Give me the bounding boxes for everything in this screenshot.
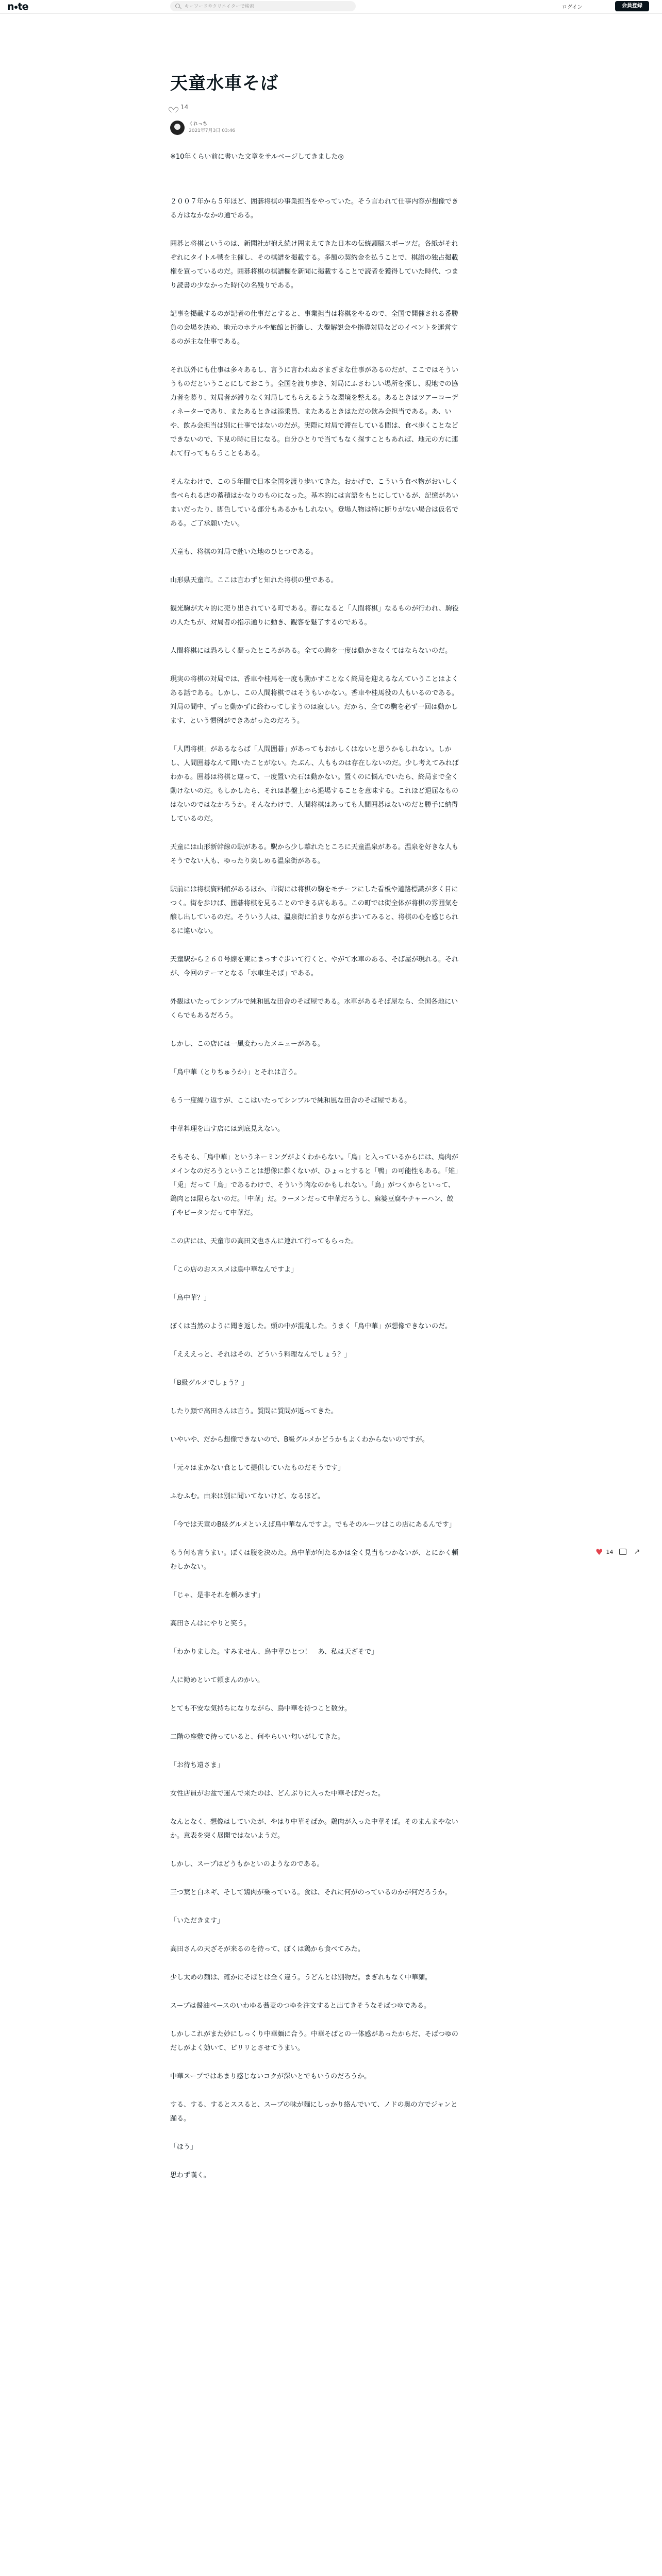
- article-paragraph: 人間将棋には恐ろしく凝ったところがある。全ての駒を一度は動かさなくてはならないのだ。: [170, 647, 452, 655]
- article-paragraph: 外観はいたってシンプルで純和風な田舎のそば屋である。水車があるそば屋なら、全国各地にいくらでもあるだろう。: [170, 998, 458, 1020]
- article-paragraph: 中華料理を出す店には到底見えない。: [170, 1125, 285, 1133]
- article-paragraph: この店には、天童市の高田文也さんに連れて行ってもらった。: [170, 1238, 358, 1245]
- article-paragraph: しかし、この店には一風変わったメニューがある。: [170, 1040, 324, 1048]
- article-paragraph: ２００７年から５年ほど、囲碁将棋の事業担当をやっていた。そう言われて仕事内容が想像できる方はなかなかの通である。: [170, 198, 459, 219]
- article-paragraph: 「わかりました。すみません、鳥中華ひとつ！ あ、私は天ざそで」: [170, 1648, 378, 1656]
- article-paragraph: 女性店員がお盆で運んで来たのは、どんぶりに入った中華そばだった。: [170, 1790, 385, 1798]
- search-box[interactable]: [170, 1, 356, 11]
- article-paragraph: 「今では天童のB級グルメといえば鳥中華なんですよ。でもそのルーツはこの店にあるんです」: [170, 1521, 456, 1529]
- floating-actions: [595, 1547, 640, 1557]
- article-paragraph: ふむふむ。由来は別に聞いてないけど、なるほど。: [170, 1493, 325, 1500]
- article-paragraph: 中華スープではあまり感じないコクが深いとでもいうのだろうか。: [170, 2073, 371, 2080]
- article-body: [170, 195, 459, 2182]
- article-paragraph: 少し太めの麺は、確かにそばとは全く違う。うどんとは別物だ。まぎれもなく中華麺。: [170, 1974, 432, 1981]
- article-paragraph: それ以外にも仕事は多々あるし、言うに言われぬさまざまな仕事があるのだが、ここではそういうものだということにしておこう。全国を渡り歩き、対局にふさわしい場所を探し、現地での協力者を募り、対局者が滞りなく対局してもらえるような環境を整える。あるときはツアーコーディネーターであり、またあるときは添乗員、またあるときはただの飲み会担当である。あ、いや、飲み会担当は別に仕事ではないのだが。実際に対局で滞在している間は、食べ歩くことなどできないので、下見の時に目になる。自分ひとりで当てもなく探すこともあれば、地元の方に連れて行ってもらうこともある。: [170, 366, 459, 457]
- article-paragraph: 山形県天童市。ここは言わずと知れた将棋の里である。: [170, 577, 338, 584]
- article-paragraph: 現実の将棋の対局では、香車や桂馬を一度も動かすことなく終局を迎えるなんていうことはよくある話である。しかし、この人間将棋ではそうもいかない。香車や桂馬役の人もいるのである。対局の間中、ずっと動かずに終わってしまうのは寂しい。だから、全ての駒を必ず一回は動かします、という慣例ができあがったのだろう。: [170, 675, 459, 725]
- article-paragraph: なんとなく、想像はしていたが、やはり中華そばか。鶏肉が入った中華そば。そのまんまやないか。意表を突く展開ではないようだ。: [170, 1818, 458, 1840]
- article-paragraph: とても不安な気持ちになりながら、鳥中華を待つこと数分。: [170, 1705, 352, 1713]
- heart-icon[interactable]: [170, 105, 176, 110]
- author-name[interactable]: くれっち: [189, 122, 208, 127]
- comment-icon[interactable]: [619, 1549, 626, 1555]
- article-paragraph: 「B級グルメでしょう？」: [170, 1379, 249, 1387]
- likes-row: [170, 103, 459, 111]
- login-link[interactable]: ログイン: [562, 5, 583, 10]
- article-paragraph: 「鳥中華？」: [170, 1294, 211, 1302]
- search-input[interactable]: [184, 2, 351, 11]
- article-paragraph: 記事を掲載するのが記者の仕事だとすると、事業担当は将棋をやるので、全国で開催される番勝負の会場を決め、地元のホテルや旅館と折衝し、大盤解説会や指導対局などのイベントを運営するのが主な仕事である。: [170, 310, 458, 346]
- article-paragraph: 天童駅から２６０号線を東にまっすぐ歩いて行くと、やがて水車のある、そば屋が現れる。それが、今回のテーマとなる「水車生そば」である。: [170, 956, 459, 977]
- article-paragraph: 「じゃ、是非それを頼みます」: [170, 1591, 264, 1599]
- post-date: 2021年7月3日 03:46: [189, 128, 236, 133]
- article-paragraph: スープは醤油ベースのいわゆる蕎麦のつゆを注文すると出てきそうなそばつゆである。: [170, 2002, 431, 2010]
- article-paragraph: そもそも、「鳥中華」というネーミングがよくわからない。「鳥」と入っているからには、鳥肉がメインなのだろうということは想像に難くないが、ひょっとすると「鴨」の可能性もある。「雉」「兎」だって「鳥」であるわけで、そういう肉なのかもしれない。「鳥」がつくからといって、鶏肉とは限らないのだ。「中華」だ。ラーメンだって中華だろうし、麻婆豆腐やチャーハン、餃子やビータンだって中華だ。: [170, 1154, 458, 1217]
- article-intro: ※10年くらい前に書いた文章をサルベージしてきました◎: [170, 153, 344, 161]
- article-paragraph: 思わず嘆く。: [170, 2172, 210, 2179]
- article-paragraph: しかし、スープはどうもかといのようなのである。: [170, 1860, 324, 1868]
- signup-button[interactable]: 会員登録: [615, 1, 649, 11]
- article-paragraph: 天童も、将棋の対局で赴いた地のひとつである。: [170, 548, 318, 556]
- article-paragraph: したり顔で高田さんは言う。質問に質問が返ってきた。: [170, 1408, 338, 1415]
- article-paragraph: 駅前には将棋資料館があるほか、市街には将棋の駒をモチーフにした看板や道路標識が多く目につく。街を歩けば、囲碁将棋を見ることのできる店もある。この町では街全体が将棋の雰囲気を醸し出しているのだ。そういう人は、温泉街に泊まりながら歩いてみると、将棋の心を感じられるに違いない。: [170, 886, 459, 935]
- article-paragraph: 囲碁と将棋というのは、新聞社が抱え続け囲まえてきた日本の伝統頭脳スポーツだ。各紙がそれぞれにタイトル戦を主催し、その棋譜を掲載する。多額の契約金を払うことで、棋譜の独占掲載権を買っているのだ。囲碁将棋の棋譜欄を新聞に掲載することで読者を獲得していた時代、つまり読書の少なかった時代の名残りである。: [170, 240, 459, 290]
- article-paragraph: 「ほう」: [170, 2143, 197, 2151]
- search-icon: [175, 4, 180, 8]
- article-paragraph: 二階の座敷で待っていると、何やらいい匂いがしてきた。: [170, 1733, 345, 1741]
- article-paragraph: もう何も言うまい。ぼくは腹を決めた。鳥中華が何たるかは全く見当もつかないが、とにかく頼むしかない。: [170, 1549, 459, 1571]
- article-paragraph: そんなわけで、この５年間で日本全国を渡り歩いてきた。おかげで、こういう食べ物がおいしく食べられる店の蓄積はかなりのものになった。基本的には言語をもとにしているが、記憶があいまいだったり、脚色している部分もあるかもしれない。登場人物は特に断りがない場合は仮名である。ご了承願いたい。: [170, 478, 459, 528]
- article-paragraph: 高田さんはにやりと笑う。: [170, 1620, 251, 1628]
- article-paragraph: 観光駒が大々的に売り出されている町である。春になると「人間将棋」なるものが行われ、駒役の人たちが、対局者の指示通りに動き、観客を魅了するのである。: [170, 605, 459, 626]
- author-row: [170, 120, 459, 136]
- note-logo[interactable]: n te: [7, 1, 28, 12]
- article-paragraph: 「この店のおススメは鳥中華なんですよ」: [170, 1266, 298, 1274]
- article-title: 天童水車そば: [170, 73, 278, 94]
- article-paragraph: する、する、するとススると、スープの味が麺にしっかり絡んでいて、ノドの奥の方でジャンと踊る。: [170, 2101, 458, 2123]
- avatar[interactable]: [170, 121, 185, 135]
- author-meta: [189, 121, 235, 134]
- article-paragraph: ぼくは当然のように聞き返した。頭の中が混乱した。うまく「鳥中華」が想像できないのだ。: [170, 1323, 452, 1330]
- article-paragraph: 「人間将棋」があるならば「人間囲碁」があってもおかしくはないと思うかもしれない。しかし、人間囲碁なんて聞いたことがない。たぶん、人もものは存在しないのだ。少し考えてみればわかる。囲碁は将棋と違って、一度置いた石は動かない。置くのに悩んでいたら、終局まで全く動けないのだ。もしかしたら、それは碁盤上から退場することを意味する。これほど退屈なものはないのではなかろうか。そんなわけで、人間将棋はあっても人間囲碁はないのだと勝手に納得しているのだ。: [170, 745, 459, 823]
- share-icon[interactable]: ↗: [634, 1548, 640, 1556]
- article-paragraph: 天童には山形新幹線の駅がある。駅から少し離れたところに天童温泉がある。温泉を好きな人もそうでない人も、ゆったり楽しめる温泉街がある。: [170, 843, 459, 865]
- article-paragraph: しかしこれがまた妙にしっくり中華麺に合う。中華そばとの一体感があったからだ、そばつゆのだしがよく効いて、ピリリとさせてうまい。: [170, 2030, 458, 2052]
- article-paragraph: もう一度繰り返すが、ここはいたってシンプルで純和風な田舎のそば屋である。: [170, 1097, 411, 1105]
- site-header: [0, 0, 662, 14]
- article-paragraph: 三つ葉と白ネギ、そして鶏肉が乗っている。食は、それに何がのっているのかが何だろうか。: [170, 1889, 452, 1896]
- article-paragraph: 人に勧めといて頼まんのかい。: [170, 1676, 264, 1684]
- article-paragraph: 高田さんの天ざそが来るのを待って、ぼくは鶏から食べてみた。: [170, 1945, 365, 1953]
- floating-like-count: 14: [606, 1548, 614, 1555]
- like-count: 14: [180, 104, 189, 111]
- article-paragraph: 「お待ち遠さま」: [170, 1761, 224, 1769]
- like-heart-icon[interactable]: ♥: [595, 1547, 603, 1557]
- article-paragraph: いやいや、だから想像できないので、B級グルメかどうかもよくわからないのですが。: [170, 1436, 429, 1444]
- article-paragraph: 「えええっと、それはその、どういう料理なんでしょう？」: [170, 1351, 351, 1359]
- article: [170, 72, 459, 2197]
- article-paragraph: 「いただきます」: [170, 1917, 224, 1925]
- article-paragraph: 「元々はまかない食として提供していたものだそうです」: [170, 1464, 345, 1472]
- article-paragraph: 「鳥中華（とりちゅうか）」とそれは言う。: [170, 1069, 301, 1076]
